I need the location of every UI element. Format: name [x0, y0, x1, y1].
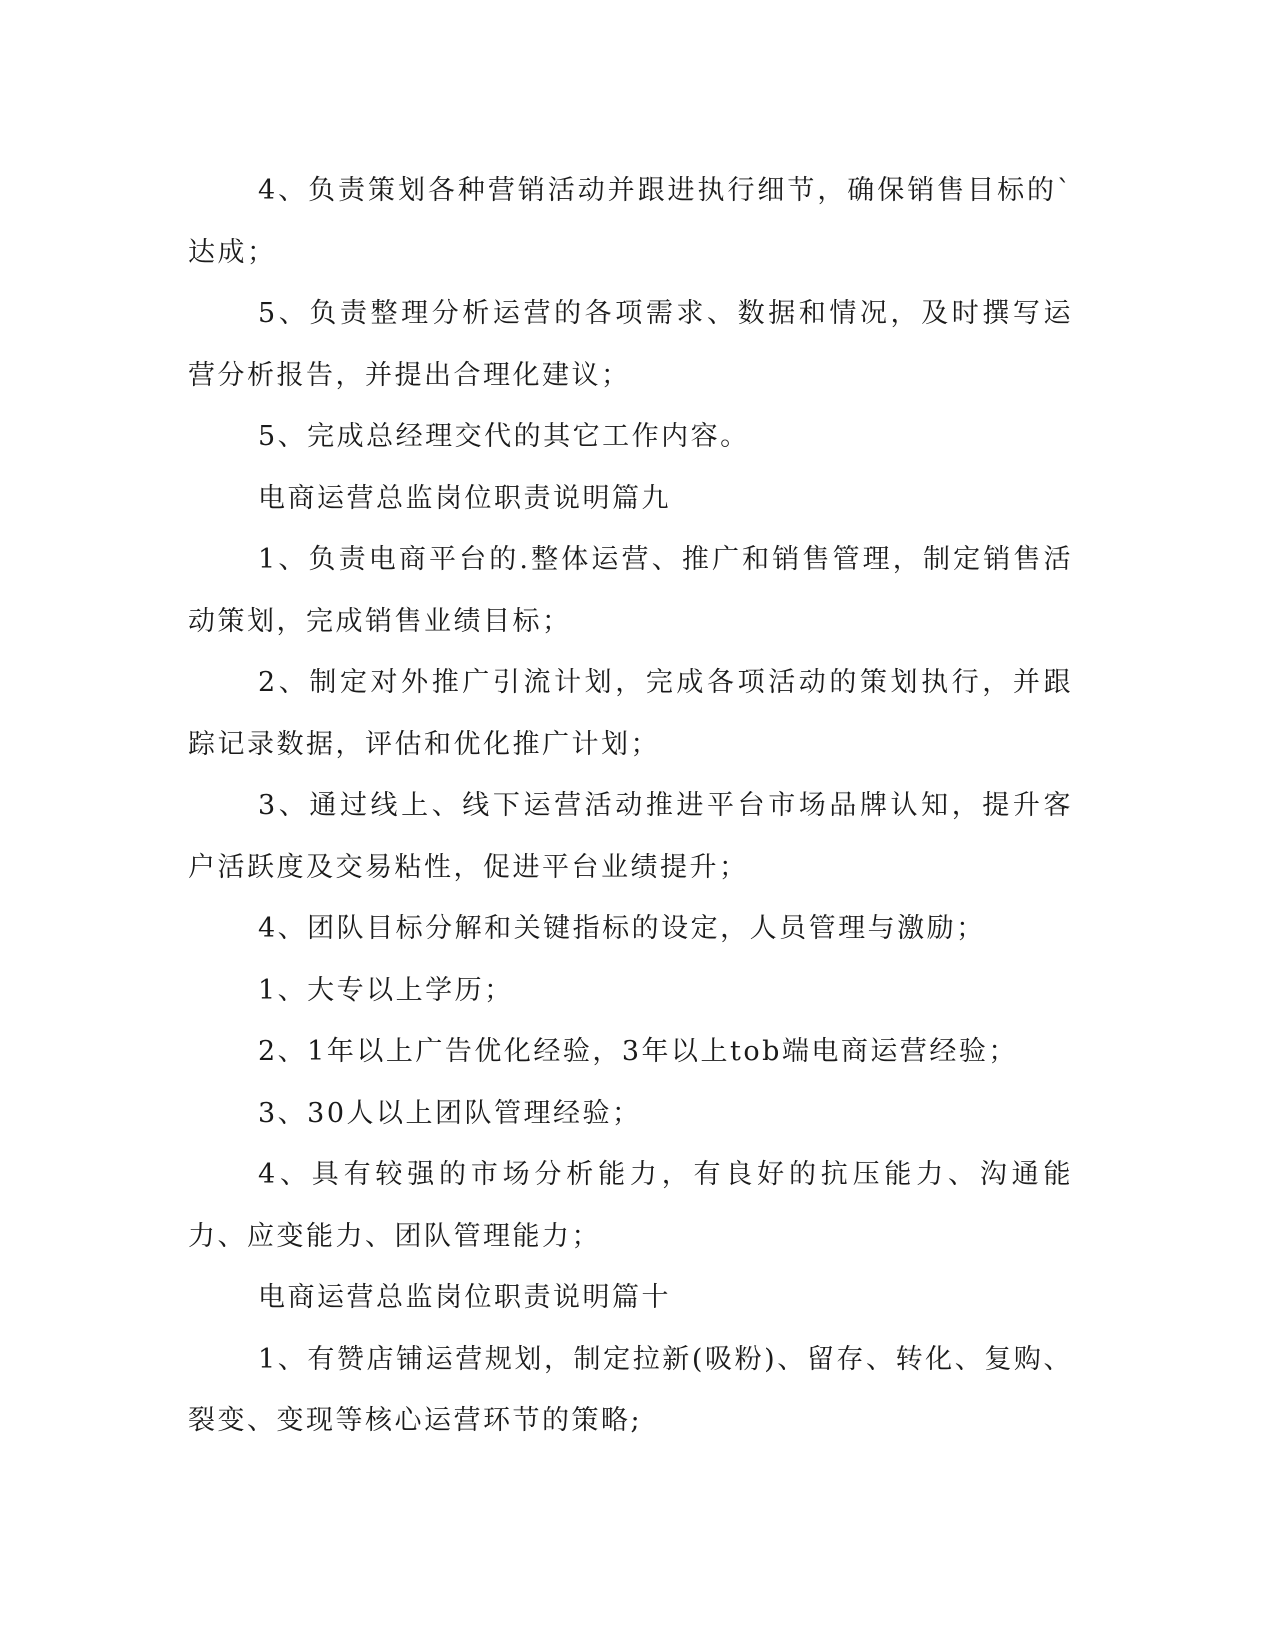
paragraph-1: 4、负责策划各种营销活动并跟进执行细节，确保销售目标的`达成；	[188, 175, 1073, 268]
paragraph-9: 2、1年以上广告优化经验，3年以上tob端电商运营经验；	[258, 1036, 1018, 1067]
section-heading-10: 电商运营总监岗位职责说明篇十	[258, 1282, 671, 1313]
paragraph-10: 3、30人以上团队管理经验；	[258, 1097, 642, 1129]
paragraph-2: 5、负责整理分析运营的各项需求、数据和情况，及时撰写运营分析报告，并提出合理化建议；	[188, 298, 1073, 391]
paragraph-5: 2、制定对外推广引流计划，完成各项活动的策划执行，并跟踪记录数据，评估和优化推广计划；	[188, 667, 1073, 760]
paragraph-11: 4、具有较强的市场分析能力，有良好的抗压能力、沟通能力、应变能力、团队管理能力；	[188, 1159, 1073, 1252]
paragraph-7: 4、团队目标分解和关键指标的设定，人员管理与激励；	[258, 913, 986, 944]
paragraph-12: 1、有赞店铺运营规划，制定拉新(吸粉)、留存、转化、复购、裂变、变现等核心运营环节的策略;	[188, 1343, 1073, 1436]
paragraph-6: 3、通过线上、线下运营活动推进平台市场品牌认知，提升客户活跃度及交易粘性，促进平台业绩提升；	[188, 790, 1073, 883]
document-body	[188, 160, 1073, 1452]
section-heading-9: 电商运营总监岗位职责说明篇九	[258, 482, 671, 514]
paragraph-8: 1、大专以上学历；	[258, 974, 514, 1006]
paragraph-4: 1、负责电商平台的.整体运营、推广和销售管理，制定销售活动策划，完成销售业绩目标；	[188, 544, 1073, 637]
paragraph-3: 5、完成总经理交代的其它工作内容。	[258, 421, 750, 452]
